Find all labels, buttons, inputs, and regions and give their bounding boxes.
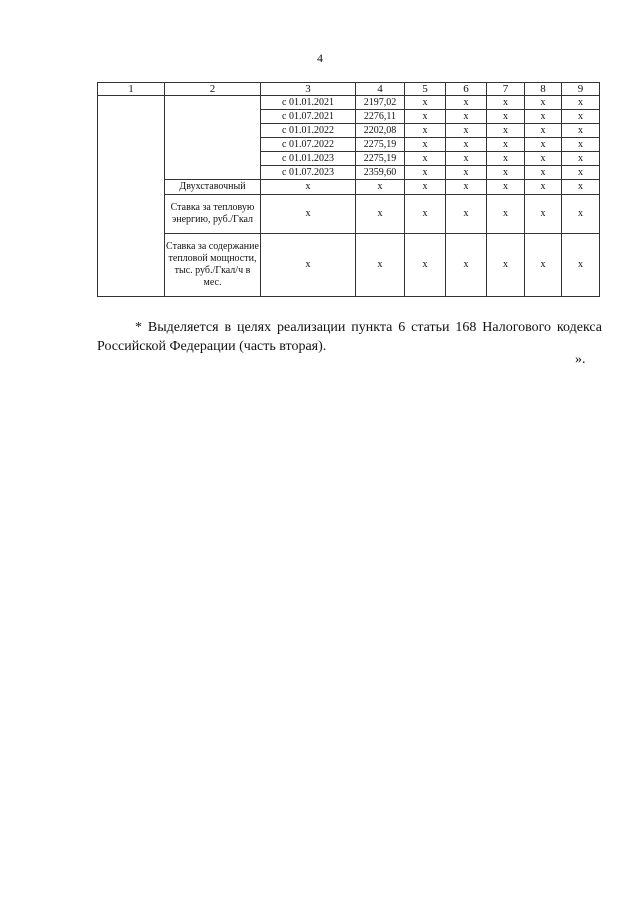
- x-cell: x: [446, 166, 487, 180]
- x-cell: x: [446, 234, 487, 297]
- x-cell: x: [261, 234, 356, 297]
- date-cell: с 01.01.2023: [261, 152, 356, 166]
- row-label: Ставка за содержание тепловой мощности, тыс. руб./Гкал/ч в мес.: [165, 234, 261, 297]
- footnote: [97, 318, 602, 356]
- x-cell: x: [487, 166, 525, 180]
- x-cell: x: [356, 234, 405, 297]
- x-cell: x: [405, 152, 446, 166]
- column-number: 6: [446, 83, 487, 96]
- x-cell: x: [525, 124, 562, 138]
- date-cell: с 01.01.2021: [261, 96, 356, 110]
- column-number: 5: [405, 83, 446, 96]
- row-label: Ставка за тепловую энергию, руб./Гкал: [165, 195, 261, 234]
- tariff-table: [97, 82, 600, 297]
- value-cell: 2197,02: [356, 96, 405, 110]
- x-cell: x: [487, 110, 525, 124]
- date-cell: с 01.07.2022: [261, 138, 356, 152]
- column-number: 4: [356, 83, 405, 96]
- x-cell: x: [525, 152, 562, 166]
- column-number: 1: [98, 83, 165, 96]
- x-cell: x: [562, 195, 600, 234]
- column-number: 7: [487, 83, 525, 96]
- x-cell: x: [525, 234, 562, 297]
- x-cell: x: [405, 124, 446, 138]
- x-cell: x: [487, 195, 525, 234]
- table-row-energy-rate: [98, 195, 600, 234]
- column-number: 3: [261, 83, 356, 96]
- date-cell: с 01.07.2021: [261, 110, 356, 124]
- value-cell: 2275,19: [356, 152, 405, 166]
- x-cell: x: [525, 195, 562, 234]
- footnote-text: * Выделяется в целях реализации пункта 6 статьи 168 Налогового кодекса Российской Федерации (часть вторая).: [97, 320, 602, 354]
- date-cell: с 01.01.2022: [261, 124, 356, 138]
- x-cell: x: [562, 234, 600, 297]
- value-cell: 2276,11: [356, 110, 405, 124]
- x-cell: x: [446, 96, 487, 110]
- x-cell: x: [562, 110, 600, 124]
- x-cell: x: [261, 195, 356, 234]
- x-cell: x: [356, 195, 405, 234]
- x-cell: x: [487, 138, 525, 152]
- merged-cell-col2: [165, 96, 261, 180]
- table-row-capacity-rate: [98, 234, 600, 297]
- x-cell: x: [525, 96, 562, 110]
- date-cell: с 01.07.2023: [261, 166, 356, 180]
- table-row: [98, 96, 600, 110]
- x-cell: x: [487, 234, 525, 297]
- x-cell: x: [562, 166, 600, 180]
- x-cell: x: [405, 195, 446, 234]
- x-cell: x: [405, 110, 446, 124]
- x-cell: x: [562, 152, 600, 166]
- x-cell: x: [405, 234, 446, 297]
- x-cell: x: [525, 180, 562, 195]
- x-cell: x: [446, 124, 487, 138]
- page-number: 4: [317, 51, 323, 65]
- x-cell: x: [446, 180, 487, 195]
- column-number: 8: [525, 83, 562, 96]
- x-cell: x: [261, 180, 356, 195]
- x-cell: x: [487, 124, 525, 138]
- row-label: Двухставочный: [165, 180, 261, 195]
- x-cell: x: [487, 96, 525, 110]
- x-cell: x: [446, 110, 487, 124]
- value-cell: 2275,19: [356, 138, 405, 152]
- x-cell: x: [562, 124, 600, 138]
- x-cell: x: [562, 180, 600, 195]
- value-cell: 2202,08: [356, 124, 405, 138]
- x-cell: x: [405, 138, 446, 152]
- x-cell: x: [562, 138, 600, 152]
- x-cell: x: [487, 152, 525, 166]
- x-cell: x: [356, 180, 405, 195]
- x-cell: x: [525, 138, 562, 152]
- closing-quote: ».: [575, 352, 586, 367]
- column-number: 9: [562, 83, 600, 96]
- x-cell: x: [446, 138, 487, 152]
- column-number: 2: [165, 83, 261, 96]
- x-cell: x: [405, 96, 446, 110]
- x-cell: x: [487, 180, 525, 195]
- x-cell: x: [446, 152, 487, 166]
- x-cell: x: [525, 110, 562, 124]
- table-row-two-rate: [98, 180, 600, 195]
- merged-cell-col1: [98, 96, 165, 297]
- x-cell: x: [562, 96, 600, 110]
- x-cell: x: [405, 166, 446, 180]
- x-cell: x: [446, 195, 487, 234]
- column-number-row: [98, 83, 600, 96]
- x-cell: x: [405, 180, 446, 195]
- value-cell: 2359,60: [356, 166, 405, 180]
- x-cell: x: [525, 166, 562, 180]
